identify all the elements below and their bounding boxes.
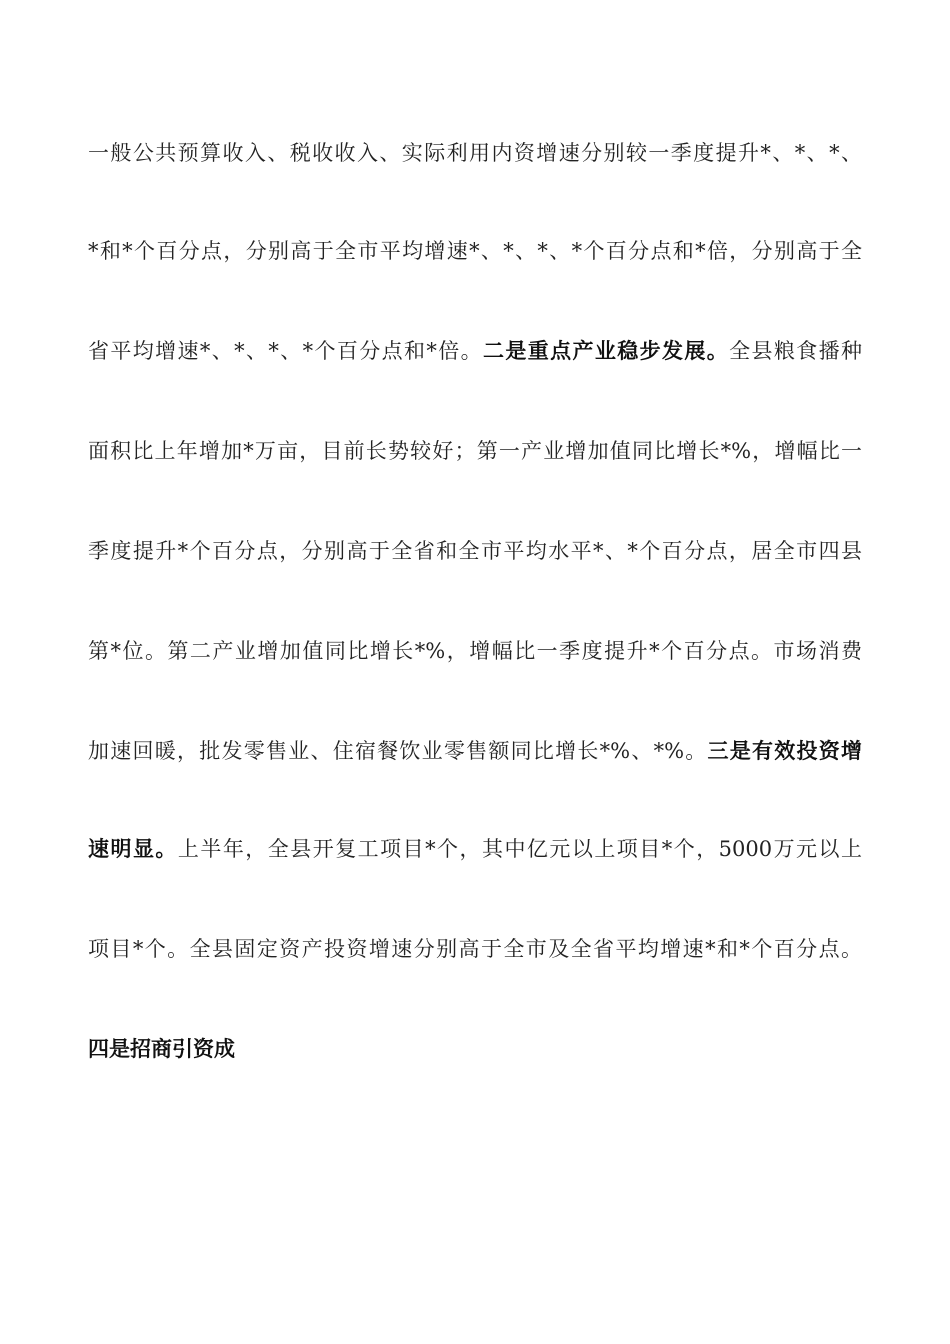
- paragraph-line-4: [88, 437, 862, 465]
- paragraph-line-7: [88, 737, 862, 765]
- text-run: 全县粮食播种: [729, 339, 862, 363]
- text-run: 季度提升*个百分点，分别高于全省和全市平均水平*、*个百分点，居全市四县: [88, 539, 862, 563]
- text-run: 省平均增速*、*、*、*个百分点和*倍。: [88, 339, 483, 363]
- text-run: 加速回暖，批发零售业、住宿餐饮业零售额同比增长*%、*%。: [88, 739, 708, 763]
- text-run: 上半年，全县开复工项目*个，其中亿元以上项目*个，5000万元以上: [177, 837, 862, 861]
- paragraph-line-2: [88, 237, 862, 265]
- paragraph-line-9: [88, 935, 862, 963]
- paragraph-line-1: [88, 139, 862, 167]
- text-run: *和*个百分点，分别高于全市平均增速*、*、*、*个百分点和*倍，分别高于全: [88, 239, 862, 263]
- bold-heading-run: 速明显。: [88, 837, 178, 861]
- text-run: 第*位。第二产业增加值同比增长*%，增幅比一季度提升*个百分点。市场消费: [88, 639, 862, 663]
- text-run: 一般公共预算收入、税收收入、实际利用内资增速分别较一季度提升*、*、*、: [88, 141, 862, 165]
- paragraph-line-3: [88, 337, 862, 365]
- paragraph-line-8: [88, 835, 862, 863]
- paragraph-line-5: [88, 537, 862, 565]
- paragraph-line-10: [88, 1035, 862, 1063]
- text-run: 项目*个。全县固定资产投资增速分别高于全市及全省平均增速*和*个百分点。: [88, 937, 862, 961]
- bold-heading-run: 二是重点产业稳步发展。: [483, 339, 730, 363]
- paragraph-line-6: [88, 637, 862, 665]
- text-run: 面积比上年增加*万亩，目前长势较好；第一产业增加值同比增长*%，增幅比一: [88, 439, 862, 463]
- bold-heading-run: 四是招商引资成: [88, 1037, 235, 1061]
- bold-heading-run: 三是有效投资增: [707, 739, 862, 763]
